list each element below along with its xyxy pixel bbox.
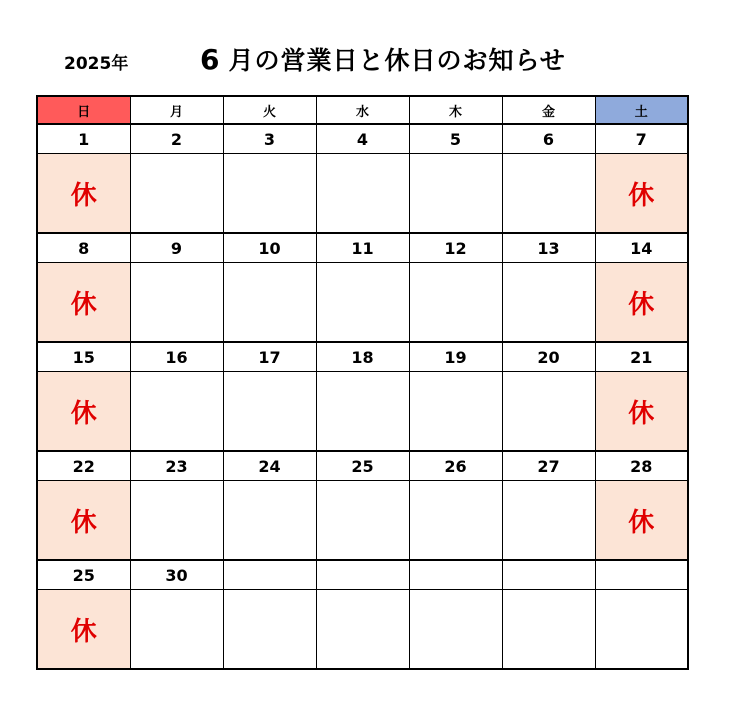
date-number: 8 [37, 233, 130, 263]
business-day-cell [316, 590, 409, 670]
date-status-row [37, 263, 688, 343]
holiday-cell: 休 [37, 263, 130, 343]
weekday-monday: 月 [130, 96, 223, 124]
business-day-cell [316, 481, 409, 561]
date-number: 28 [595, 451, 688, 481]
date-status-row [37, 481, 688, 561]
business-day-cell [409, 263, 502, 343]
holiday-cell: 休 [595, 154, 688, 234]
holiday-cell: 休 [595, 481, 688, 561]
date-number: 25 [37, 560, 130, 590]
date-number [595, 560, 688, 590]
business-day-cell [409, 372, 502, 452]
business-day-cell [130, 263, 223, 343]
weekday-saturday: 土 [595, 96, 688, 124]
weekday-wednesday: 水 [316, 96, 409, 124]
date-number-row [37, 124, 688, 154]
month-number: 6 [200, 43, 221, 76]
business-day-cell [502, 372, 595, 452]
holiday-cell: 休 [595, 372, 688, 452]
date-number: 27 [502, 451, 595, 481]
date-number: 24 [223, 451, 316, 481]
business-day-cell [502, 263, 595, 343]
weekday-header-row [37, 96, 688, 124]
date-number: 1 [37, 124, 130, 154]
business-day-cell [130, 154, 223, 234]
date-number-row [37, 560, 688, 590]
date-number: 21 [595, 342, 688, 372]
date-number [223, 560, 316, 590]
date-number: 20 [502, 342, 595, 372]
date-number: 22 [37, 451, 130, 481]
business-day-cell [409, 154, 502, 234]
date-number [409, 560, 502, 590]
business-day-cell [316, 263, 409, 343]
business-day-cell [316, 154, 409, 234]
date-number-row [37, 342, 688, 372]
date-number: 6 [502, 124, 595, 154]
date-number: 17 [223, 342, 316, 372]
date-number: 10 [223, 233, 316, 263]
business-day-cell [130, 372, 223, 452]
business-day-cell [223, 372, 316, 452]
business-day-cell [409, 481, 502, 561]
date-number: 5 [409, 124, 502, 154]
date-number: 15 [37, 342, 130, 372]
date-status-row [37, 590, 688, 670]
business-day-cell [409, 590, 502, 670]
date-number: 13 [502, 233, 595, 263]
date-number: 23 [130, 451, 223, 481]
business-day-cell [130, 590, 223, 670]
date-number [502, 560, 595, 590]
date-number: 18 [316, 342, 409, 372]
business-day-cell [223, 263, 316, 343]
date-number: 19 [409, 342, 502, 372]
holiday-cell: 休 [37, 154, 130, 234]
date-number: 14 [595, 233, 688, 263]
title-text: 月の営業日と休日のお知らせ [228, 46, 566, 75]
date-number: 16 [130, 342, 223, 372]
date-number-row [37, 451, 688, 481]
date-number: 7 [595, 124, 688, 154]
holiday-cell: 休 [595, 263, 688, 343]
year-label: 2025年 [64, 54, 129, 74]
business-day-cell [223, 154, 316, 234]
date-number: 11 [316, 233, 409, 263]
page-title [200, 41, 566, 77]
business-day-cell [223, 481, 316, 561]
date-number: 9 [130, 233, 223, 263]
date-number: 4 [316, 124, 409, 154]
business-day-cell [502, 154, 595, 234]
business-day-cell [316, 372, 409, 452]
date-number: 12 [409, 233, 502, 263]
holiday-cell: 休 [37, 590, 130, 670]
date-number-row [37, 233, 688, 263]
date-number: 30 [130, 560, 223, 590]
date-number: 25 [316, 451, 409, 481]
weekday-friday: 金 [502, 96, 595, 124]
date-number: 3 [223, 124, 316, 154]
business-day-cell [595, 590, 688, 670]
date-number: 26 [409, 451, 502, 481]
business-day-cell [223, 590, 316, 670]
date-status-row [37, 154, 688, 234]
weekday-thursday: 木 [409, 96, 502, 124]
weekday-sunday: 日 [37, 96, 130, 124]
business-day-cell [130, 481, 223, 561]
holiday-cell: 休 [37, 481, 130, 561]
business-day-cell [502, 590, 595, 670]
holiday-cell: 休 [37, 372, 130, 452]
date-status-row [37, 372, 688, 452]
business-day-cell [502, 481, 595, 561]
weekday-tuesday: 火 [223, 96, 316, 124]
calendar-grid [36, 95, 689, 670]
date-number: 2 [130, 124, 223, 154]
date-number [316, 560, 409, 590]
